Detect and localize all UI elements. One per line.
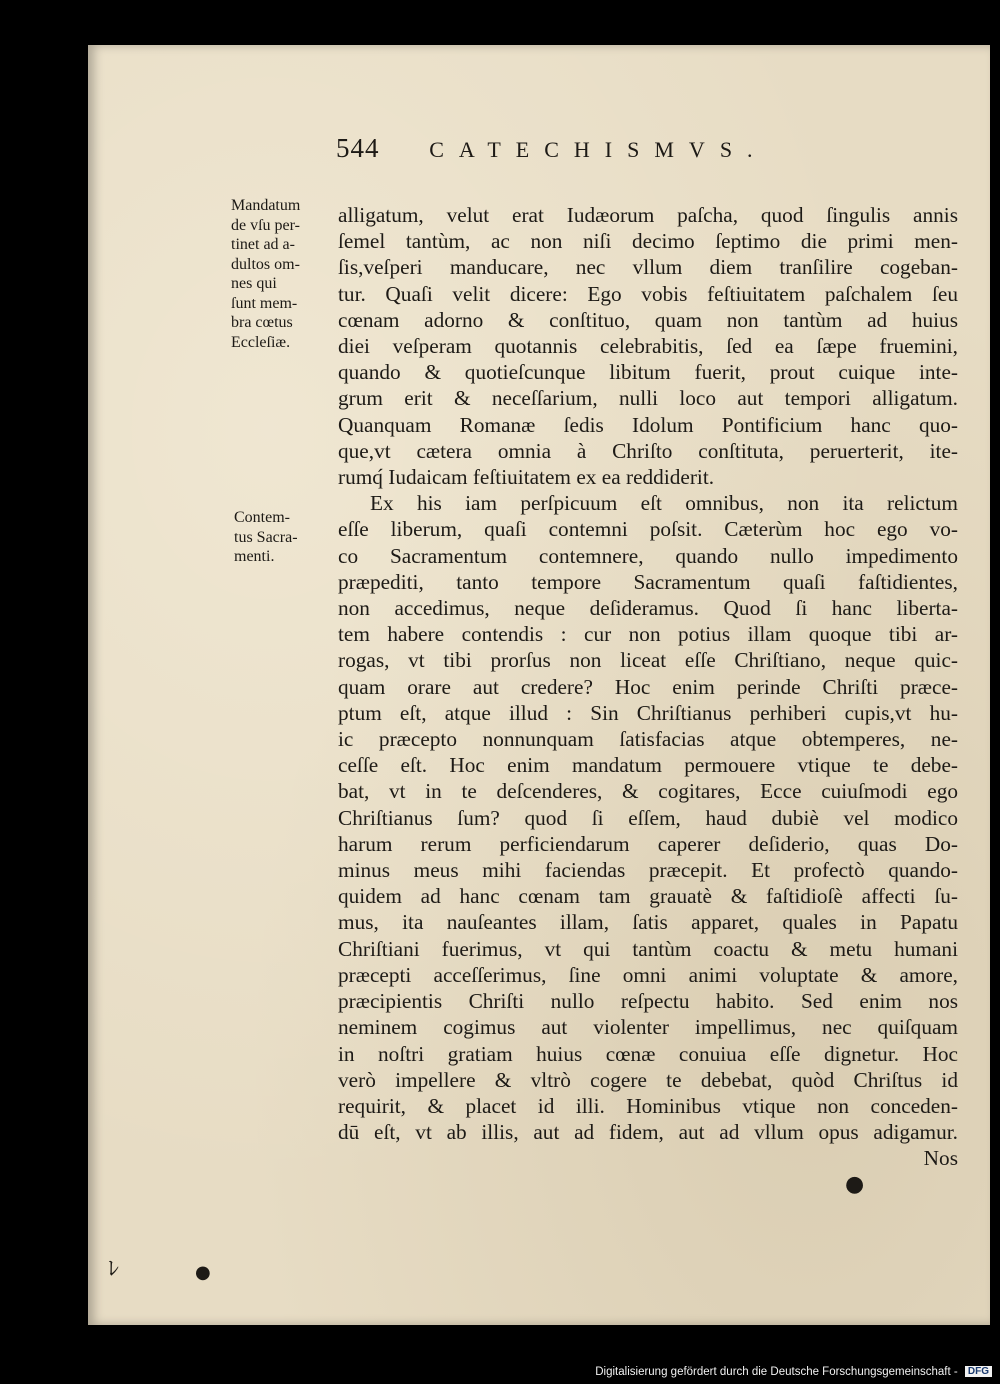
text-line: Quanquam Romanæ ſedis Idolum Pontificium hanc quo- (338, 412, 958, 437)
text-line: Ex his iam perſpicuum eſt omnibus, non ita relictum (370, 491, 958, 516)
dfg-logo-icon: DFG (965, 1366, 992, 1377)
text-line: requirit, & placet id illi. Hominibus vtique non conceden- (338, 1093, 958, 1118)
margin-note-line: ſunt mem- (231, 294, 298, 312)
margin-note-contemtus (234, 508, 338, 567)
text-line: eſſe liberum, quaſi contemni poſsit. Cæterùm hoc ego vo- (338, 517, 958, 542)
text-line: ſis,veſperi manducare, nec vllum diem tranſilire cogeban- (338, 255, 958, 280)
text-line: ptum eſt, atque illud : Sin Chriſtianus perhiberi cupis,vt hu- (338, 700, 958, 725)
margin-note-line: tinet ad a- (231, 236, 295, 253)
margin-note-line: bra cœtus (231, 314, 293, 331)
text-line: alligatum, velut erat Iudæorum paſcha, quod ſingulis annis (338, 203, 958, 227)
text-line: Chriſtiani fuerimus, vt qui tantùm coactu & metu humani (338, 936, 958, 961)
margin-note-line: de vſu per- (231, 216, 300, 234)
text-line: rogas, vt tibi prorſus non liceat eſſe Chriſtiano, neque quic- (338, 648, 958, 673)
text-line: grum erit & neceſſarium, nulli loco aut tempori alligatum. (338, 386, 958, 411)
margin-note-mandatum (231, 196, 335, 352)
margin-note-line: dultos om- (231, 255, 300, 273)
text-line: rumq́ Iudaicam feſtiuitatem ex ea reddiderit. (338, 465, 715, 490)
ink-dot-mark: ● (195, 1262, 211, 1283)
text-line: harum rerum perficiendarum caperer deſiderio, quas Do- (338, 831, 958, 856)
text-line: præcipientis Chriſti nullo reſpectu habito. Sed enim nos (338, 989, 958, 1014)
catchword: Nos (923, 1146, 958, 1171)
text-line: Chriſtianus ſum? quod ſi eſſem, haud dubiè vel modico (338, 805, 958, 830)
margin-note-line: Contem- (234, 509, 290, 526)
text-line: bat, vt in te deſcenderes, & cogitares, Ecce cuiuſmodi ego (338, 779, 958, 804)
text-line: diei veſperam quotannis celebrabitis, ſed ea ſæpe fruemini, (338, 334, 958, 359)
text-line: minus meus mihi faciendas præcepit. Et profectò quando- (338, 858, 958, 883)
ink-scribble-mark: ﾚ (108, 1256, 120, 1281)
text-line: non accedimus, neque deſideramus. Quod ſi hanc liberta- (338, 596, 958, 621)
running-head (336, 133, 836, 164)
digitization-footer (595, 1366, 992, 1378)
text-line: quando & quotieſcunque libitum fuerit, prout cuique inte- (338, 360, 958, 385)
text-line: mus, ita nauſeantes illam, ſatis apparet, quales in Papatu (338, 910, 958, 935)
margin-note-line: tus Sacra- (234, 528, 298, 546)
text-line: tur. Quaſi velit dicere: Ego vobis feſtiuitatem paſchalem ſeu (338, 281, 958, 306)
text-line: ic præcepto nonnunquam ſatisfacias atque obtemperes, ne- (338, 727, 958, 752)
text-line: que,vt cætera omnia à Chriſto conſtituta, peruerterit, ite- (338, 438, 958, 463)
text-line: quam orare aut credere? Hoc enim perinde Chriſti præce- (338, 674, 958, 699)
text-line: quidem ad hanc cœnam tam grauatè & faſtidioſè affecti ſu- (338, 884, 958, 909)
text-line: tem habere contendis : cur non potius illam quoque tibi ar- (338, 622, 958, 647)
text-line: neminem cogimus aut violenter impellimus, nec quiſquam (338, 1015, 958, 1040)
text-line: præcepti acceſſerimus, ſine omni animi voluptate & amore, (338, 962, 958, 987)
margin-note-line: menti. (234, 548, 275, 565)
text-line: dū eſt, vt ab illis, aut ad fidem, aut ad vllum opus adigamur. (338, 1120, 958, 1145)
text-line: cœnam adorno & conſtituo, quam non tantùm ad huius (338, 307, 958, 332)
text-line: verò impellere & vltrò cogere te debebat, quòd Chriſtus id (338, 1067, 958, 1092)
ink-dot-mark: ● (845, 1172, 865, 1197)
margin-note-line: nes qui (231, 275, 277, 292)
running-title: CATECHISMVS. (429, 137, 768, 162)
page-number: 544 (336, 133, 380, 163)
text-line: præpediti, tanto tempore Sacramentum quaſi faſtidientes, (338, 569, 958, 594)
margin-note-line: Eccleſiæ. (231, 333, 291, 351)
text-line: co Sacramentum contemnere, quando nullo impedimento (338, 543, 958, 568)
text-line: in noſtri gratiam huius cœnæ conuiua eſſe dignetur. Hoc (338, 1041, 958, 1066)
body-text (338, 202, 958, 1172)
margin-note-line: Mandatum (231, 197, 301, 214)
text-line: ceſſe eſt. Hoc enim mandatum permouere vtique te debe- (338, 753, 958, 778)
text-line: ſemel tantùm, ac non niſi decimo ſeptimo die primi men- (338, 229, 958, 254)
footer-text: Digitalisierung gefördert durch die Deutsche Forschungsgemeinschaft - (595, 1366, 958, 1378)
